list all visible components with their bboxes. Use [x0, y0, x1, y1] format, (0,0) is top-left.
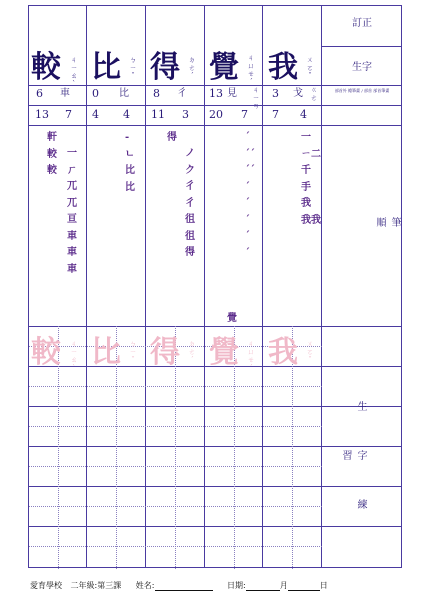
total-strokes: 4 — [123, 108, 130, 121]
day-field[interactable] — [288, 590, 320, 591]
total-strokes: 3 — [182, 108, 189, 121]
trace-character: 較 — [31, 335, 61, 370]
radical-strokes: 13 — [209, 87, 223, 100]
row-divider — [29, 125, 401, 126]
worksheet — [28, 5, 402, 568]
practice-guide — [29, 506, 322, 507]
radical-zhuyin: ㄍㄜ — [310, 86, 318, 102]
stroke-sequence: ノ ク 彳 彳 徂 徂 得 — [185, 148, 195, 258]
row-divider — [29, 446, 401, 447]
stroke-sequence: ˊ ˊˊ ˊˊ ˊ ˊ ˊ ˊ ˊ — [245, 132, 255, 259]
stroke-sequence: - ㄴ 比 比 — [125, 132, 135, 193]
radical-strokes: 8 — [153, 87, 160, 100]
school-name: 愛育學校 — [30, 581, 62, 590]
date-label: 日期: — [227, 581, 246, 590]
outside-strokes: 20 — [209, 108, 223, 121]
row-divider — [29, 326, 401, 327]
radical-strokes: 0 — [92, 87, 99, 100]
trace-character: 我 — [268, 335, 298, 370]
zhuyin: ㄅㄧˇ — [129, 56, 137, 80]
radical: 比 — [119, 88, 129, 99]
new-character: 覺 — [209, 50, 239, 85]
radical: 車 — [60, 88, 70, 99]
radical: 戈 — [293, 88, 303, 99]
stroke-sequence: 軒 較 較 — [47, 132, 57, 176]
zhuyin: ㄐㄧㄠˋ — [70, 56, 78, 88]
correction-label: 訂正 — [352, 18, 372, 29]
row-divider — [29, 85, 401, 86]
stroke-sequence: 一 ㄧ二 千 手 我 我我 — [301, 132, 321, 226]
row-divider — [29, 105, 401, 106]
new-char-label: 生字 — [352, 62, 372, 73]
zhuyin: ㄨㄛˇ — [306, 56, 314, 80]
row-divider — [29, 486, 401, 487]
outside-strokes: 7 — [272, 108, 279, 121]
radical: 見 — [227, 88, 237, 99]
radical-strokes: 3 — [272, 87, 279, 100]
label-divider — [322, 46, 401, 47]
stroke-sequence: 一 ㄏ ㄫ ㄫ 亘 車 車 車 — [67, 148, 77, 275]
outside-strokes: 11 — [151, 108, 165, 121]
day-label: 日 — [319, 581, 328, 590]
zhuyin: ㄉㄜˊ — [188, 56, 196, 80]
zhuyin: ㄐㄩㄝˊ — [247, 54, 255, 86]
new-character: 較 — [31, 50, 61, 85]
stroke-order-label: 筆 順 — [374, 217, 400, 247]
trace-zhuyin: ㄐㄧㄠˋ — [70, 340, 78, 372]
radical-strokes: 6 — [36, 87, 43, 100]
stroke-sequence: 得 — [167, 132, 177, 143]
trace-character: 覺 — [209, 335, 239, 370]
outside-strokes: 4 — [92, 108, 99, 121]
practice-guide — [29, 546, 322, 547]
name-label: 姓名: — [135, 581, 155, 590]
trace-zhuyin: ㄉㄜˊ — [188, 340, 196, 364]
row-divider — [29, 406, 401, 407]
row-divider — [29, 526, 401, 527]
trace-zhuyin: ㄐㄩㄝˊ — [247, 340, 255, 372]
grade-lesson: 二年級:第三課 — [70, 581, 122, 590]
stroke-info-label: 部首外 總筆畫 / 部首 部首筆畫 — [334, 88, 390, 93]
practice-guide — [29, 426, 322, 427]
total-strokes: 7 — [241, 108, 248, 121]
new-character: 比 — [91, 50, 121, 85]
total-strokes: 7 — [65, 108, 72, 121]
outside-strokes: 13 — [35, 108, 49, 121]
total-strokes: 4 — [300, 108, 307, 121]
new-character: 我 — [268, 50, 298, 85]
trace-character: 得 — [150, 335, 180, 370]
worksheet-footer — [30, 580, 328, 591]
month-label: 月 — [279, 581, 288, 590]
trace-zhuyin: ㄨㄛˇ — [306, 340, 314, 364]
trace-character: 比 — [91, 335, 121, 370]
trace-zhuyin: ㄅㄧˇ — [129, 340, 137, 364]
name-field[interactable] — [155, 590, 213, 591]
radical: 彳 — [177, 88, 187, 99]
practice-guide — [29, 466, 322, 467]
radical-zhuyin: ㄐㄧㄢ — [252, 86, 260, 110]
practice-label: 生 字 練 習 — [340, 400, 366, 528]
stroke-sequence-final: 覺 — [227, 313, 237, 324]
practice-guide — [29, 386, 322, 387]
month-field[interactable] — [246, 590, 280, 591]
new-character: 得 — [150, 50, 180, 85]
